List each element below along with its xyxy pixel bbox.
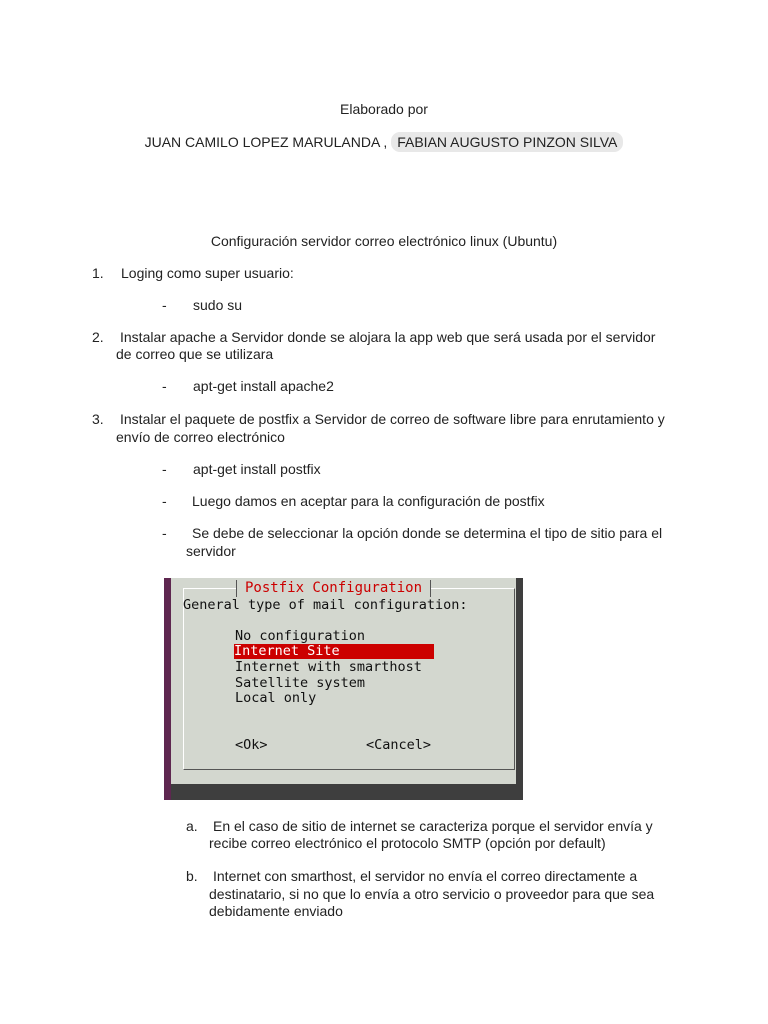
- note-a-letter: a.: [186, 818, 198, 834]
- dialog-shadow-right: [516, 578, 523, 784]
- cmd-sudo: sudo su: [193, 297, 243, 313]
- document-title: Configuración servidor correo electrónico linux (Ubuntu): [210, 233, 558, 249]
- note-b-line1: Internet con smarthost, el servidor no envía el correo directamente a: [213, 868, 638, 884]
- dialog-prompt: General type of mail configuration:: [183, 597, 468, 613]
- aceptar-text: Luego damos en aceptar para la configuración de postfix: [192, 493, 545, 509]
- step-3-number: 3.: [92, 411, 104, 427]
- note-a-line1: En el caso de sitio de internet se caracteriza porque el servidor envía y: [213, 818, 653, 834]
- seleccionar-text-line1: Se debe de seleccionar la opción donde se determina el tipo de sitio para el: [192, 525, 663, 541]
- option-internet-site-selected[interactable]: Internet Site: [234, 644, 434, 659]
- step-1-text: Loging como super usuario:: [121, 265, 294, 281]
- dialog-panel: [170, 578, 516, 784]
- cmd-apache: apt-get install apache2: [193, 378, 334, 394]
- authors-line: [0, 134, 768, 150]
- step-2-number: 2.: [92, 329, 104, 345]
- note-b-line3: debidamente enviado: [209, 903, 343, 919]
- ok-button[interactable]: <Ok>: [235, 737, 268, 753]
- author-1: JUAN CAMILO LOPEZ MARULANDA ,: [144, 134, 388, 150]
- step-3-text-line2: envío de correo electrónico: [116, 429, 285, 445]
- note-b-letter: b.: [186, 868, 198, 884]
- bullet-dash: -: [162, 493, 167, 509]
- step-3-text-line1: Instalar el paquete de postfix a Servidor de correo de software libre para enrutamiento y: [120, 411, 665, 427]
- terminal-left-border: [164, 578, 171, 800]
- author-2-highlighted: FABIAN AUGUSTO PINZON SILVA: [391, 132, 623, 152]
- bullet-dash: -: [162, 297, 167, 313]
- bullet-dash: -: [162, 525, 167, 541]
- dialog-title: Postfix Configuration: [236, 580, 431, 597]
- step-2-text-line1: Instalar apache a Servidor donde se alojara la app web que será usada por el servidor: [120, 329, 656, 345]
- option-local-only[interactable]: Local only: [235, 690, 317, 706]
- step-2-text-line2: de correo que se utilizara: [116, 346, 274, 362]
- step-1-number: 1.: [92, 265, 104, 281]
- seleccionar-text-line2: servidor: [186, 543, 236, 559]
- cmd-postfix: apt-get install postfix: [193, 461, 321, 477]
- dialog-shadow-bottom: [170, 784, 523, 800]
- option-no-configuration[interactable]: No configuration: [235, 628, 366, 644]
- bullet-dash: -: [162, 378, 167, 394]
- note-a-line2: recibe correo electrónico el protocolo SMTP (opción por default): [209, 835, 606, 851]
- option-internet-with-smarthost[interactable]: Internet with smarthost: [235, 659, 422, 675]
- elaborado-label: Elaborado por: [340, 101, 428, 117]
- postfix-config-screenshot: [164, 578, 523, 800]
- note-b-line2: destinatario, si no que lo envía a otro servicio o proveedor para que sea: [209, 886, 655, 902]
- option-satellite-system[interactable]: Satellite system: [235, 675, 366, 691]
- cancel-button[interactable]: <Cancel>: [366, 737, 432, 753]
- bullet-dash: -: [162, 461, 167, 477]
